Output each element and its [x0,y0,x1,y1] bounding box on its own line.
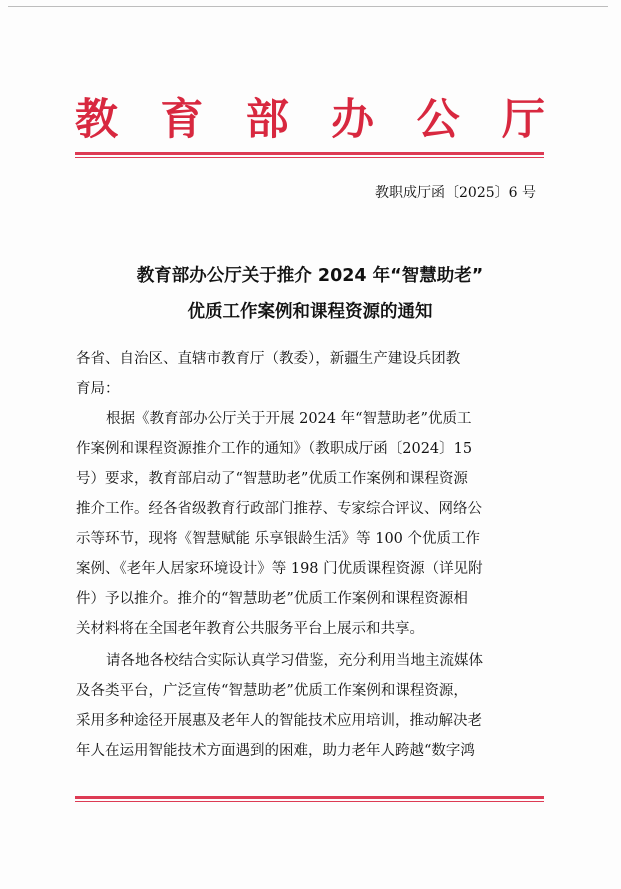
paragraph-line: 根据《教育部办公厅关于开展 2024 年“智慧助老”优质工 [106,411,472,427]
letterhead-char: 厅 [501,95,545,145]
letterhead-char: 育 [160,95,204,145]
title-line: 优质工作案例和课程资源的通知 [187,302,433,322]
paragraph-line: 示等环节，现将《智慧赋能 乐享银龄生活》等 100 个优质工作 [76,531,481,547]
paragraph-line: 年人在运用智能技术方面遇到的困难，助力老年人跨越“数字鸿 [76,743,475,759]
letterhead-char: 公 [416,95,460,145]
letterhead-title [75,92,545,148]
document-title [75,258,545,330]
document-number: 教职成厅函〔2025〕6 号 [375,185,536,201]
document-body [76,344,546,766]
letterhead-char: 部 [245,95,289,145]
paragraph-line: 采用多种途径开展惠及老年人的智能技术应用培训，推动解决老 [76,713,482,729]
paragraph-line: 案例、《老年人居家环境设计》等 198 门优质课程资源（详见附 [76,561,483,577]
page-edge-line [8,6,608,7]
footer-red-rule-thin [75,801,544,802]
paragraph-line: 号）要求，教育部启动了“智慧助老”优质工作案例和课程资源 [76,471,468,487]
paragraph-line: 作案例和课程资源推介工作的通知》（教职成厅函〔2024〕15 [76,441,473,457]
letterhead-char: 教 [75,95,118,145]
paragraph-line: 件）予以推介。推介的“智慧助老”优质工作案例和课程资源相 [76,591,468,607]
letterhead-red-rule-thin [75,157,544,158]
addressee-line: 各省、自治区、直辖市教育厅（教委），新疆生产建设兵团教 [76,351,461,367]
paragraph-line: 及各类平台，广泛宣传“智慧助老”优质工作案例和课程资源， [76,683,468,699]
paragraph-line: 关材料将在全国老年教育公共服务平台上展示和共享。 [76,621,424,637]
addressee-line: 育局： [76,381,120,397]
letterhead-char: 办 [331,95,375,145]
letterhead-red-rule-thick [75,152,544,155]
title-line: 教育部办公厅关于推介 2024 年“智慧助老” [136,266,484,286]
footer-red-rule-thick [75,796,544,799]
paragraph-line: 推介工作。经各省级教育行政部门推荐、专家综合评议、网络公 [76,501,482,517]
paragraph-line: 请各地各校结合实际认真学习借鉴，充分利用当地主流媒体 [106,653,483,669]
